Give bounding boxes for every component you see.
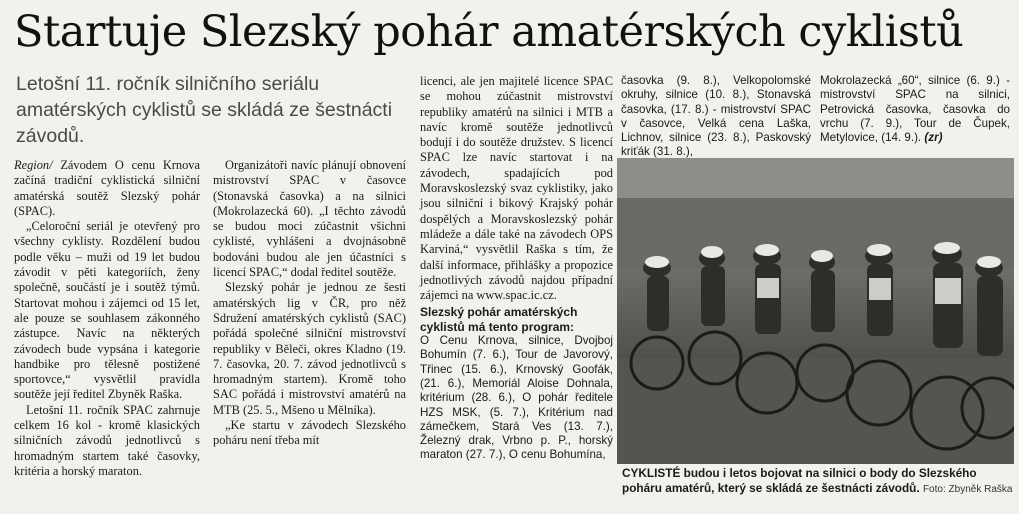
paragraph: licenci, ale jen majitelé licence SPAC se mohou zúčastnit mistrovství republiky amatérů na silnici i MTB a navíc kromě soutěže jednotlivců bodují i do soutěže družstev. S licencí SPAC lze navíc startovat i na závodech, spadajících pod Moravskoslezský svaz cyklistiky, jako jsou silniční i bikový Krajský pohár dospělých a Moravskoslezský pohár mládeže a dále také na závodech OPS Karviná,“ vysvětlil Raška s tím, že další informace, přihlášky a propozice jednotlivých závodů najdou případní zájemci na www.spac.ic.cz. [420, 74, 613, 303]
article-column-1 [14, 158, 200, 479]
article-column-2 [213, 158, 406, 449]
article-column-5 [820, 74, 1010, 145]
paragraph: „Celoroční seriál je otevřený pro všechny cyklisty. Rozdělení budou podle věku – muži od 19 let budou závodit v pěti kategoriích, ženy společně, součástí je i soutěž týmů. Startovat mohou i zájemci od 15 let, ale pouze se souhlasem zákonného zástupce. Navíc na některých závodech bude vypsána i kategorie handbike pro tělesně postižené sportovce,“ vysvětlil pravidla soutěže její ředitel Zbyněk Raška. [14, 219, 200, 402]
paragraph: „Ke startu v závodech Slezského poháru není třeba mít [213, 418, 406, 448]
author-signature: (zr) [924, 131, 943, 145]
program-heading: Slezský pohár amatérských cyklistů má tento program: [420, 305, 578, 334]
photo-credit: Foto: Zbyněk Raška [922, 484, 1013, 495]
paragraph-text: Závodem O cenu Krnova začíná tradiční cyklistická silniční amatérská soutěž Slezský pohár (SPAC). [14, 158, 200, 218]
lead-paragraph: Letošní 11. ročník silničního seriálu amatérských cyklistů se skládá ze šestnácti závodů. [16, 73, 393, 147]
paragraph: Letošní 11. ročník SPAC zahrnuje celkem 16 kol - kromě klasických silničních závodů jednotlivců s hromadným startem také časovky, kritéria a horský maraton. [14, 402, 200, 478]
paragraph [14, 158, 200, 219]
program-list-continued: časovka (9. 8.), Velkopolomské okruhy, silnice (10. 8.), Stonavská časovka, (17. 8.) - mistrovství SPAC v časovce, Velká cena Laška, Lichnov, silnice (23. 8.), Paskovský kriťák (31. 8.), [621, 74, 811, 159]
photo-caption [622, 466, 1014, 497]
program-list: O Cenu Krnova, silnice, Dvojboj Bohumín (7. 6.), Tour de Javorový, Třinec (15. 6.), Krnovský Goofák, (21. 6.), Memoriál Aloise Dohnala, kritérium (28. 6.), O pohár ředitele HZS MSK, (5. 7.), Kritérium nad zámečkem, Stará Ves (13. 7.), Železný drak, Vrbno p. P., horský maraton (27. 7.), O cenu Bohumína, [420, 334, 613, 462]
paragraph: Organizátoři navíc plánují obnovení mistrovství SPAC v časovce (Stonavská časovka) a na silnici (Mokrolazecká 60). „I těchto závodů se budou moci zúčastnit všichni cyklisté, vyhlášeni a dvojnásobně bodováni budou ale jen účastníci s licencí SPAC,“ dodal ředitel soutěže. [213, 158, 406, 280]
cyclists-photo [617, 158, 1014, 464]
caption-text: CYKLISTÉ budou i letos bojovat na silnici o body do Slezského poháru amatérů, který se skládá ze šestnácti závodů. [622, 466, 977, 495]
paragraph: Slezský pohár je jednou ze šesti amatérských lig v ČR, pro něž Sdružení amatérských cyklistů (SAC) pořádá společné silniční mistrovství republiky v Běleči, okres Kladno (19. 7. časovka, 20. 7. závod jednotlivců s hromadným startem). Kromě toho SAC pořádá i mistrovství amatérů na MTB (25. 5., Mšeno u Mělníka). [213, 280, 406, 417]
article-column-3 [420, 74, 613, 463]
program-list-continued: Mokrolazecká „60“, silnice (6. 9.) - mistrovství SPAC na silnici, Petrovická časovka, časovka do vrchu (7. 9.), Tour de Čupek, Metylovice, (14. 9.). [820, 74, 1010, 145]
dateline: Region/ [14, 158, 53, 172]
article-column-4 [621, 74, 811, 160]
headline: Startuje Slezský pohár amatérských cyklistů [14, 7, 964, 57]
